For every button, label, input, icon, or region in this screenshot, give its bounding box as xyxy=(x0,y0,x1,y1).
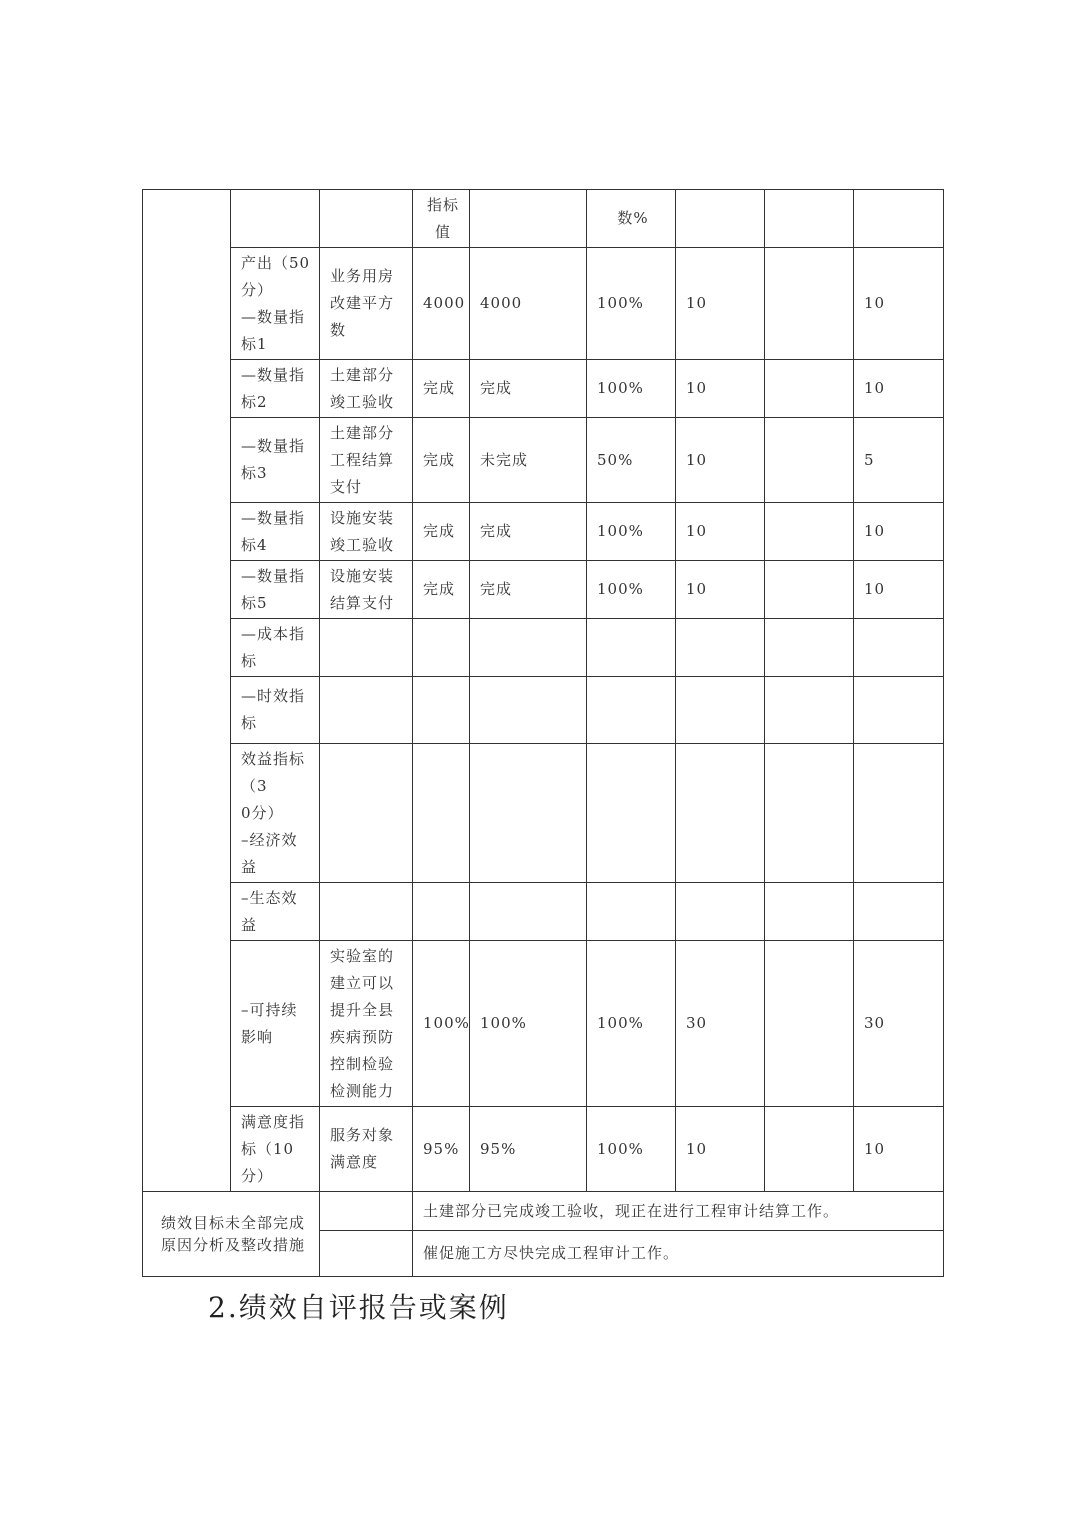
cell-deduct xyxy=(765,248,854,360)
cell-deduct xyxy=(765,744,854,883)
header-cell xyxy=(470,190,587,248)
cell-target xyxy=(413,744,470,883)
cell-rate: 100% xyxy=(587,248,676,360)
footer-line2: 催促施工方尽快完成工程审计工作。 xyxy=(413,1231,944,1277)
cell-content: 设施安装 结算支付 xyxy=(320,561,413,619)
cell-weight: 10 xyxy=(676,248,765,360)
cell-weight xyxy=(676,677,765,744)
cell-deduct xyxy=(765,941,854,1107)
cell-weight: 10 xyxy=(676,418,765,503)
cell-target: 95% xyxy=(413,1107,470,1192)
cell-indicator: —数量指 标4 xyxy=(231,503,320,561)
cell-indicator: —成本指 标 xyxy=(231,619,320,677)
cell-weight: 10 xyxy=(676,360,765,418)
cell-actual: 完成 xyxy=(470,503,587,561)
cell-rate xyxy=(587,677,676,744)
cell-rate: 100% xyxy=(587,941,676,1107)
cell-weight: 10 xyxy=(676,1107,765,1192)
cell-weight xyxy=(676,744,765,883)
cell-actual: 95% xyxy=(470,1107,587,1192)
cell-score: 10 xyxy=(854,248,944,360)
cell-indicator: 效益指标 （3 0分） –经济效 益 xyxy=(231,744,320,883)
cell-rate: 100% xyxy=(587,1107,676,1192)
cell-rate: 50% xyxy=(587,418,676,503)
cell-target: 完成 xyxy=(413,360,470,418)
table-row xyxy=(143,883,944,941)
cell-indicator: 满意度指 标（10 分） xyxy=(231,1107,320,1192)
cell-content xyxy=(320,744,413,883)
cell-weight: 10 xyxy=(676,561,765,619)
header-cell xyxy=(854,190,944,248)
table-row xyxy=(143,744,944,883)
cell-weight xyxy=(676,619,765,677)
cell-target: 完成 xyxy=(413,503,470,561)
cell-rate: 100% xyxy=(587,503,676,561)
cell-rate: 100% xyxy=(587,561,676,619)
cell-weight xyxy=(676,883,765,941)
header-cell xyxy=(320,190,413,248)
cell-score xyxy=(854,883,944,941)
footer-label: 绩效目标未全部完成 原因分析及整改措施 xyxy=(143,1192,320,1277)
cell-indicator: —数量指 标2 xyxy=(231,360,320,418)
cell-score xyxy=(854,744,944,883)
cell-actual: 未完成 xyxy=(470,418,587,503)
cell-content: 业务用房 改建平方 数 xyxy=(320,248,413,360)
cell-content xyxy=(320,677,413,744)
footer-row xyxy=(143,1192,944,1231)
cell-target xyxy=(413,677,470,744)
table-row xyxy=(143,248,944,360)
cell-deduct xyxy=(765,418,854,503)
cell-score xyxy=(854,677,944,744)
cell-content xyxy=(320,883,413,941)
cell-actual xyxy=(470,677,587,744)
merged-left-cell xyxy=(143,190,231,1192)
footer-empty-cell xyxy=(320,1192,413,1231)
cell-rate xyxy=(587,744,676,883)
cell-content xyxy=(320,619,413,677)
cell-score: 5 xyxy=(854,418,944,503)
cell-weight: 30 xyxy=(676,941,765,1107)
table-header-row xyxy=(143,190,944,248)
cell-score: 30 xyxy=(854,941,944,1107)
cell-deduct xyxy=(765,619,854,677)
cell-content: 土建部分 竣工验收 xyxy=(320,360,413,418)
header-cell xyxy=(676,190,765,248)
cell-score: 10 xyxy=(854,1107,944,1192)
cell-score: 10 xyxy=(854,360,944,418)
table-row xyxy=(143,1107,944,1192)
cell-indicator: —数量指 标3 xyxy=(231,418,320,503)
section-heading: 2.绩效自评报告或案例 xyxy=(208,1291,509,1324)
cell-actual xyxy=(470,883,587,941)
cell-content: 设施安装 竣工验收 xyxy=(320,503,413,561)
cell-actual xyxy=(470,619,587,677)
performance-table xyxy=(142,189,944,1277)
cell-content: 实验室的 建立可以 提升全县 疾病预防 控制检验 检测能力 xyxy=(320,941,413,1107)
header-rate: 数% xyxy=(587,190,676,248)
table-row xyxy=(143,503,944,561)
cell-indicator: –生态效 益 xyxy=(231,883,320,941)
cell-deduct xyxy=(765,677,854,744)
table-row xyxy=(143,619,944,677)
cell-score: 10 xyxy=(854,503,944,561)
cell-score xyxy=(854,619,944,677)
cell-rate xyxy=(587,883,676,941)
cell-target xyxy=(413,619,470,677)
cell-weight: 10 xyxy=(676,503,765,561)
cell-deduct xyxy=(765,883,854,941)
cell-indicator: –可持续 影响 xyxy=(231,941,320,1107)
cell-target: 完成 xyxy=(413,418,470,503)
cell-target xyxy=(413,883,470,941)
cell-content: 土建部分 工程结算 支付 xyxy=(320,418,413,503)
cell-content: 服务对象 满意度 xyxy=(320,1107,413,1192)
cell-actual: 完成 xyxy=(470,360,587,418)
cell-deduct xyxy=(765,360,854,418)
cell-actual: 4000 xyxy=(470,248,587,360)
cell-deduct xyxy=(765,561,854,619)
cell-target: 4000 xyxy=(413,248,470,360)
header-cell xyxy=(765,190,854,248)
footer-empty-cell xyxy=(320,1231,413,1277)
cell-actual xyxy=(470,744,587,883)
header-cell xyxy=(231,190,320,248)
cell-target: 100% xyxy=(413,941,470,1107)
cell-indicator: 产出（50 分） —数量指 标1 xyxy=(231,248,320,360)
table-row xyxy=(143,941,944,1107)
footer-line1: 土建部分已完成竣工验收，现正在进行工程审计结算工作。 xyxy=(413,1192,944,1231)
header-target-value: 指标 值 xyxy=(413,190,470,248)
table-row xyxy=(143,561,944,619)
table-row xyxy=(143,677,944,744)
table-row xyxy=(143,418,944,503)
table-row xyxy=(143,360,944,418)
cell-actual: 完成 xyxy=(470,561,587,619)
cell-actual: 100% xyxy=(470,941,587,1107)
cell-target: 完成 xyxy=(413,561,470,619)
cell-rate xyxy=(587,619,676,677)
cell-indicator: —时效指 标 xyxy=(231,677,320,744)
cell-rate: 100% xyxy=(587,360,676,418)
cell-indicator: —数量指 标5 xyxy=(231,561,320,619)
cell-deduct xyxy=(765,1107,854,1192)
cell-deduct xyxy=(765,503,854,561)
cell-score: 10 xyxy=(854,561,944,619)
